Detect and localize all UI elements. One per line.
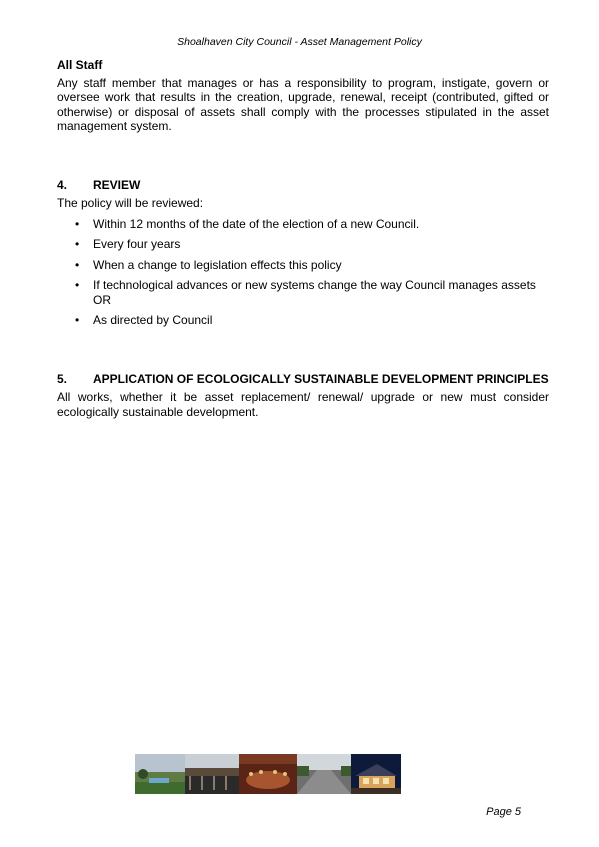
esd-paragraph: All works, whether it be asset replacement/ renewal/ upgrade or new must consider ecologically sustainable development. <box>57 390 549 419</box>
list-item: • Within 12 months of the date of the election of a new Council. <box>57 217 549 232</box>
all-staff-heading: All Staff <box>57 58 103 72</box>
park-photo <box>135 754 185 794</box>
page-number: Page 5 <box>486 806 521 818</box>
list-item: • If technological advances or new systems change the way Council manages assets OR <box>57 278 549 307</box>
review-intro: The policy will be reviewed: <box>57 196 204 210</box>
list-item: • As directed by Council <box>57 313 549 328</box>
review-section <box>57 178 549 328</box>
section-number: 5. <box>57 371 68 386</box>
bullet-icon: • <box>75 313 80 327</box>
road-photo <box>297 754 351 794</box>
esd-section <box>57 372 549 420</box>
building-night-photo <box>351 754 401 794</box>
wharf-photo <box>185 754 239 794</box>
council-chamber-photo <box>239 754 297 794</box>
review-heading <box>57 178 549 193</box>
list-item: • When a change to legislation effects this policy <box>57 258 549 273</box>
bullet-icon: • <box>75 237 80 251</box>
all-staff-section <box>57 58 549 134</box>
section-title: REVIEW <box>93 177 141 192</box>
footer-photo-strip <box>135 754 401 794</box>
document-body <box>57 58 549 419</box>
list-item: • Every four years <box>57 237 549 252</box>
bullet-icon: • <box>75 216 80 231</box>
bullet-icon: • <box>75 278 80 292</box>
bullet-icon: • <box>75 257 80 272</box>
review-list <box>57 217 549 328</box>
esd-heading <box>57 372 549 387</box>
page-header: Shoalhaven City Council - Asset Management Policy <box>177 36 422 48</box>
section-title: APPLICATION OF ECOLOGICALLY SUSTAINABLE DEVELOPMENT PRINCIPLES <box>93 371 549 386</box>
all-staff-paragraph: Any staff member that manages or has a responsibility to program, instigate, govern or oversee work that results in the creation, upgrade, renewal, receipt (contributed, gifted or otherwise) or disposal of assets shall comply with the processes stipulated in the asset management system. <box>57 75 549 133</box>
section-number: 4. <box>57 177 68 192</box>
